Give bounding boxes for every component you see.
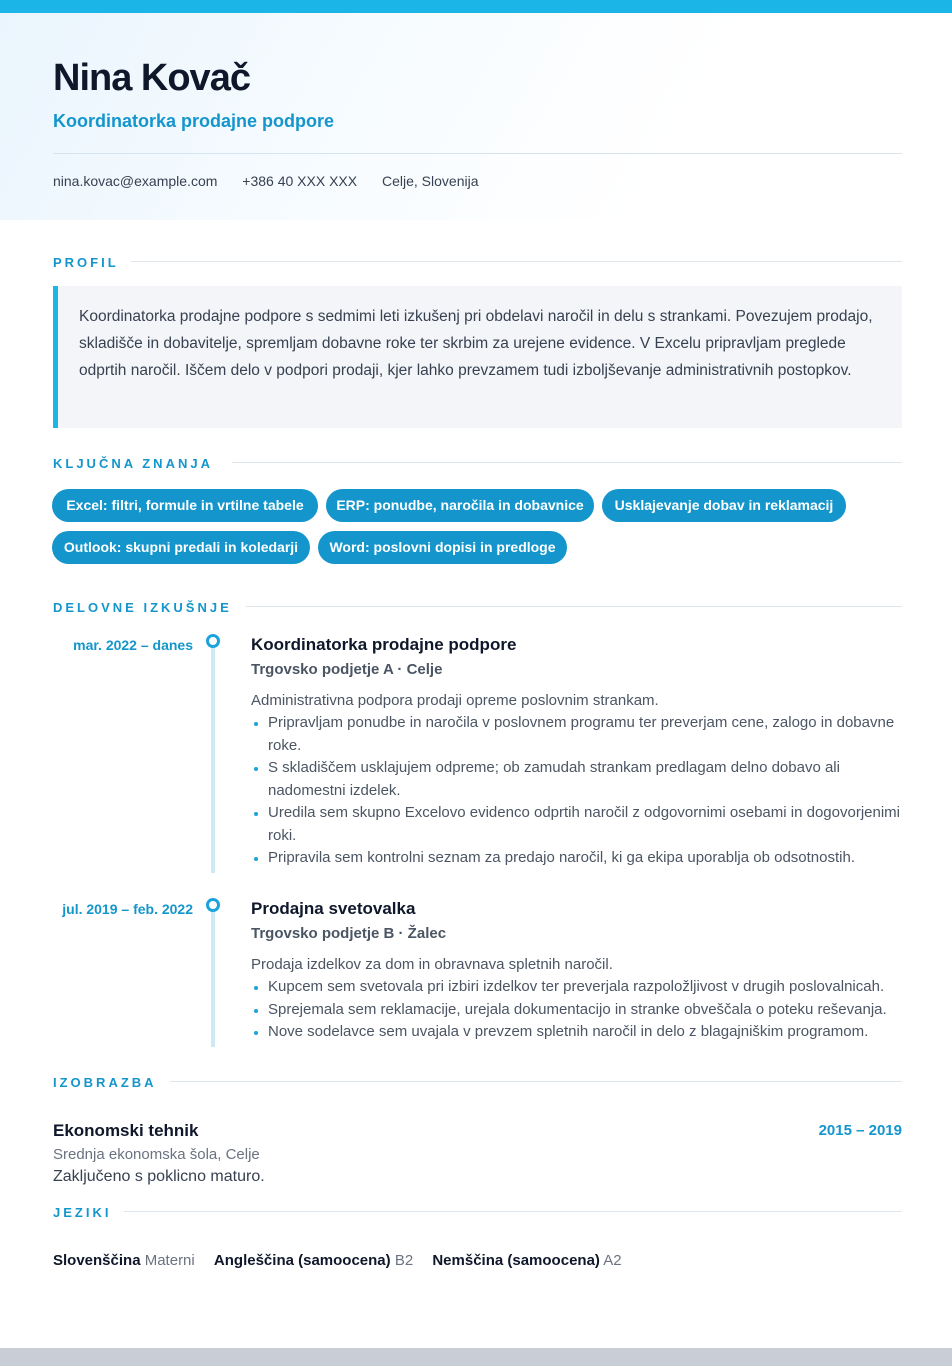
education-years: 2015 – 2019 [818,1122,902,1139]
language-level: B2 [394,1252,414,1269]
education-school: Srednja ekonomska šola, Celje [53,1146,260,1163]
job-bullet: Sprejemala sem reklamacije, urejala dokumentacijo in stranke obveščala o poteku reševanja. [251,999,921,1022]
job-bullet: Nove sodelavce sem uvajala v prevzem spletnih naročil in delo z blagajniškim programom. [251,1021,921,1044]
section-divider [124,1211,902,1212]
skill-chip: Word: poslovni dopisi in predloge [318,531,567,564]
job-description: Administrativna podpora prodaji opreme poslovnim strankam. [251,692,659,709]
job-company: Trgovsko podjetje B · Žalec [251,925,447,942]
skill-chip: Outlook: skupni predali in koledarji [52,531,310,564]
contact-email[interactable]: nina.kovac@example.com [53,173,218,189]
section-divider [170,1081,902,1082]
job-bullets [251,712,901,870]
job-bullet: Uredila sem skupno Excelovo evidenco odprtih naročil z odgovornimi osebami in dogovorjenimi roki. [251,802,901,847]
job-date: jul. 2019 – feb. 2022 [62,901,193,917]
language-level: Materni [144,1252,195,1269]
section-divider [246,606,902,607]
language-item [214,1252,417,1269]
profile-summary: Koordinatorka prodajne podpore s sedmimi leti izkušenj pri obdelavi naročil in delu s strankami. Povezujem prodajo, skladišče in dobavitelje, spremljam dobavne roke ter skrbim za urejene evidence. V Excelu pripravljam preglede odprtih naročil. Iščem delo v podpori prodaji, kjer lahko prevzamem tudi izboljševanje administrativnih postopkov. [53,286,902,428]
timeline-dot [206,634,220,648]
education-note: Zaključeno s poklicno maturo. [53,1168,265,1185]
header-divider [53,153,902,154]
candidate-role: Koordinatorka prodajne podpore [53,111,335,131]
section-title-education: IZOBRAZBA [53,1075,157,1090]
timeline-line [211,635,215,873]
timeline-line [211,899,215,1047]
section-title-profile: PROFIL [53,255,119,270]
job-description: Prodaja izdelkov za dom in obravnava spletnih naročil. [251,956,613,973]
contact-phone[interactable]: +386 40 XXX XXX [242,173,358,189]
contact-info [53,173,500,189]
section-divider [131,261,902,262]
section-title-languages: JEZIKI [53,1205,112,1220]
job-bullet: S skladiščem usklajujem odpreme; ob zamudah strankam predlagam delno dobavo ali nadomestni izdelek. [251,757,901,802]
job-date: mar. 2022 – danes [73,637,193,653]
job-bullet: Pripravljam ponudbe in naročila v poslovnem programu ter preverjam cene, zalogo in dobavne roke. [251,712,901,757]
language-item [432,1252,621,1269]
education-degree: Ekonomski tehnik [53,1121,199,1140]
job-bullet: Pripravila sem kontrolni seznam za predajo naročil, ki ga ekipa uporablja ob odsotnostih. [251,847,901,870]
candidate-name: Nina Kovač [53,57,250,99]
skill-chip: Excel: filtri, formule in vrtilne tabele [52,489,318,522]
language-name: Slovenščina [53,1252,141,1269]
section-title-experience: DELOVNE IZKUŠNJE [53,600,232,615]
job-company: Trgovsko podjetje A · Celje [251,661,443,678]
language-name: Nemščina (samoocena) [432,1252,600,1269]
job-bullets [251,976,921,1044]
contact-location: Celje, Slovenija [382,173,479,189]
skill-chip: Usklajevanje dobav in reklamacij [602,489,846,522]
section-title-skills: KLJUČNA ZNANJA [53,456,213,471]
language-level: A2 [603,1252,622,1269]
job-bullet: Kupcem sem svetovala pri izbiri izdelkov ter preverjala razpoložljivost v drugih poslovalnicah. [251,976,921,999]
section-divider [232,462,902,463]
skill-chip: ERP: ponudbe, naročila in dobavnice [326,489,594,522]
languages-list [53,1252,637,1269]
job-title: Prodajna svetovalka [251,899,416,918]
language-item [53,1252,199,1269]
timeline-dot [206,898,220,912]
job-title: Koordinatorka prodajne podpore [251,635,517,654]
language-name: Angleščina (samoocena) [213,1252,391,1269]
